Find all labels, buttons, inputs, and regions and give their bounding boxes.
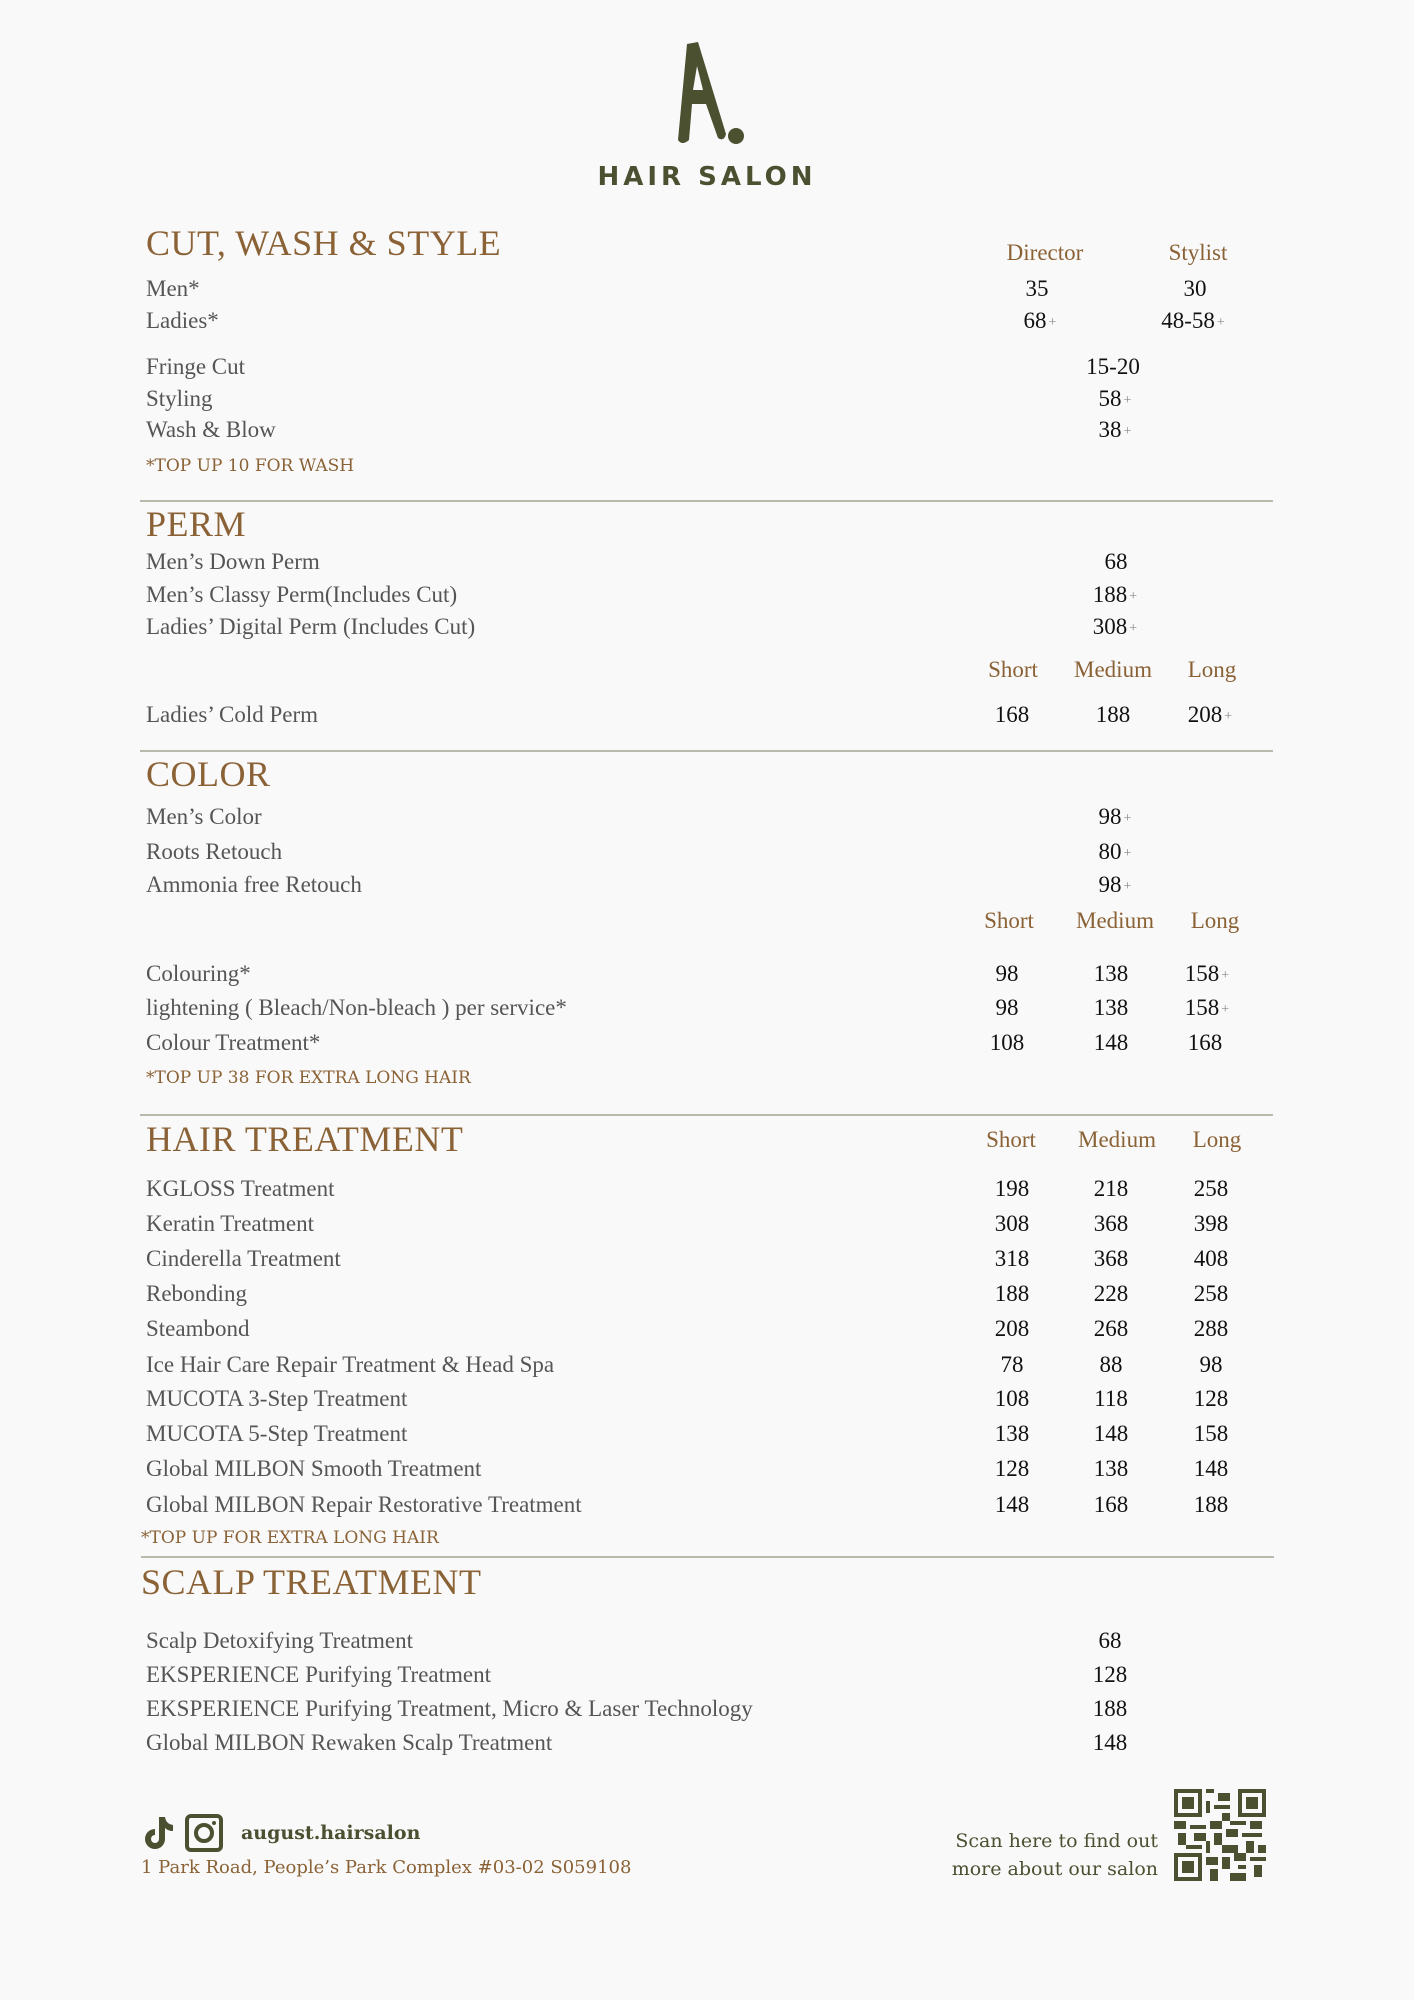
service-label: Ammonia free Retouch — [146, 872, 362, 897]
price-long: 288 — [1193, 1316, 1229, 1341]
service-label: Steambond — [146, 1316, 250, 1341]
price-short: 318 — [994, 1246, 1030, 1271]
price-short: 108 — [989, 1030, 1025, 1055]
price: 188 + — [1092, 582, 1138, 607]
address: 1 Park Road, People’s Park Complex #03-02 S059108 — [141, 1857, 632, 1878]
section-note: *TOP UP FOR EXTRA LONG HAIR — [141, 1528, 439, 1548]
price-short: 308 — [994, 1211, 1030, 1236]
price: 98 + — [1098, 872, 1132, 897]
price-short: 148 — [994, 1492, 1030, 1517]
price-medium: 138 — [1093, 961, 1129, 986]
service-label: Global MILBON Repair Restorative Treatment — [146, 1492, 582, 1517]
section-title-color: COLOR — [146, 754, 271, 794]
price: 38 + — [1098, 417, 1132, 442]
logo — [0, 38, 1414, 192]
price: 98 + — [1098, 804, 1132, 829]
price-medium: 168 — [1093, 1492, 1129, 1517]
service-label: Wash & Blow — [146, 417, 276, 442]
price: 148 — [1092, 1730, 1128, 1755]
section-note: *TOP UP 10 FOR WASH — [146, 456, 355, 476]
price-short: 188 — [994, 1281, 1030, 1306]
service-label: KGLOSS Treatment — [146, 1176, 335, 1201]
service-label: Colour Treatment* — [146, 1030, 321, 1055]
price-medium: 88 — [1099, 1352, 1123, 1377]
price-long: 158 — [1193, 1421, 1229, 1446]
service-label: Roots Retouch — [146, 839, 283, 864]
divider — [140, 1114, 1273, 1116]
price-long: 408 — [1193, 1246, 1229, 1271]
salon-name: HAIR SALON — [597, 162, 817, 192]
col-header-medium: Medium — [1078, 1127, 1156, 1152]
col-header-long: Long — [1192, 1127, 1242, 1152]
col-header-short: Short — [986, 1127, 1036, 1152]
section-note: *TOP UP 38 FOR EXTRA LONG HAIR — [146, 1068, 471, 1088]
col-header-stylist: Stylist — [1168, 240, 1228, 265]
price-medium: 268 — [1093, 1316, 1129, 1341]
social-links — [141, 1814, 420, 1852]
price-medium: 368 — [1093, 1246, 1129, 1271]
service-label: Fringe Cut — [146, 354, 246, 379]
price: 68 — [1098, 1628, 1122, 1653]
col-header-medium: Medium — [1076, 908, 1154, 933]
divider — [140, 750, 1273, 752]
price-long: 148 — [1193, 1456, 1229, 1481]
price-short: 98 — [995, 961, 1019, 986]
price-long: 158 + — [1184, 961, 1230, 986]
col-header-long: Long — [1190, 908, 1240, 933]
service-label: Global MILBON Smooth Treatment — [146, 1456, 482, 1481]
section-title-hair-treatment: HAIR TREATMENT — [146, 1119, 464, 1159]
service-label: Ladies’ Cold Perm — [146, 702, 319, 727]
price-long: 128 — [1193, 1386, 1229, 1411]
social-handle[interactable]: august.hairsalon — [241, 1822, 421, 1844]
price-short: 208 — [994, 1316, 1030, 1341]
col-header-long: Long — [1187, 657, 1237, 682]
price-long: 258 — [1193, 1281, 1229, 1306]
col-header-medium: Medium — [1074, 657, 1152, 682]
price-medium: 148 — [1093, 1030, 1129, 1055]
price-long: 168 — [1187, 1030, 1223, 1055]
service-label: Ladies’ Digital Perm (Includes Cut) — [146, 614, 476, 639]
price: 188 — [1092, 1696, 1128, 1721]
service-label: Ladies* — [146, 308, 219, 333]
qr-code-icon[interactable] — [1174, 1789, 1266, 1881]
scan-caption: Scan here to find out more about our salon — [951, 1830, 1158, 1880]
service-label: Men* — [146, 276, 200, 301]
price-medium: 138 — [1093, 995, 1129, 1020]
price: 308 + — [1092, 614, 1138, 639]
price-medium: 218 — [1093, 1176, 1129, 1201]
price-medium: 188 — [1095, 702, 1131, 727]
service-label: Scalp Detoxifying Treatment — [146, 1628, 414, 1653]
price-long: 208 + — [1187, 702, 1233, 727]
price-long: 398 — [1193, 1211, 1229, 1236]
service-label: Keratin Treatment — [146, 1211, 314, 1236]
service-label: Colouring* — [146, 961, 251, 986]
service-label: MUCOTA 3-Step Treatment — [146, 1386, 408, 1411]
service-label: Global MILBON Rewaken Scalp Treatment — [146, 1730, 553, 1755]
price-medium: 138 — [1093, 1456, 1129, 1481]
service-label: Styling — [146, 386, 213, 411]
service-label: Cinderella Treatment — [146, 1246, 341, 1271]
price-short: 108 — [994, 1386, 1030, 1411]
section-title-cut: CUT, WASH & STYLE — [146, 223, 502, 263]
service-label: Ice Hair Care Repair Treatment & Head Spa — [146, 1352, 555, 1377]
price: 58 + — [1098, 386, 1132, 411]
price-short: 138 — [994, 1421, 1030, 1446]
price: 68 — [1104, 549, 1128, 574]
price-medium: 228 — [1093, 1281, 1129, 1306]
col-header-short: Short — [984, 908, 1034, 933]
divider — [140, 500, 1273, 502]
price-short: 198 — [994, 1176, 1030, 1201]
price-medium: 148 — [1093, 1421, 1129, 1446]
price-short: 98 — [995, 995, 1019, 1020]
price: 128 — [1092, 1662, 1128, 1687]
service-label: Men’s Color — [146, 804, 262, 829]
service-label: Men’s Down Perm — [146, 549, 320, 574]
section-title-perm: PERM — [146, 504, 247, 544]
price-director: 68 + — [1023, 308, 1057, 333]
price-medium: 118 — [1094, 1386, 1128, 1411]
instagram-icon[interactable] — [185, 1814, 223, 1852]
price-short: 168 — [994, 702, 1030, 727]
service-label: MUCOTA 5-Step Treatment — [146, 1421, 408, 1446]
logo-a-mark-icon — [662, 38, 752, 148]
price-medium: 368 — [1093, 1211, 1129, 1236]
section-title-scalp-treatment: SCALP TREATMENT — [141, 1562, 482, 1602]
col-header-short: Short — [988, 657, 1038, 682]
price-short: 128 — [994, 1456, 1030, 1481]
price-stylist: 48-58 + — [1161, 308, 1225, 333]
col-header-director: Director — [1006, 240, 1084, 265]
price-director: 35 — [1025, 276, 1049, 301]
service-label: Men’s Classy Perm(Includes Cut) — [146, 582, 458, 607]
tiktok-icon[interactable] — [141, 1815, 175, 1851]
service-label: EKSPERIENCE Purifying Treatment — [146, 1662, 492, 1687]
price-stylist: 30 — [1183, 276, 1207, 301]
price: 15-20 — [1086, 354, 1140, 379]
divider — [141, 1556, 1274, 1558]
price-long: 158 + — [1184, 995, 1230, 1020]
service-label: Rebonding — [146, 1281, 247, 1306]
service-label: lightening ( Bleach/Non-bleach ) per service* — [146, 995, 567, 1020]
price: 80 + — [1098, 839, 1132, 864]
price-long: 188 — [1193, 1492, 1229, 1517]
price-long: 98 — [1199, 1352, 1223, 1377]
price-short: 78 — [1000, 1352, 1024, 1377]
price-long: 258 — [1193, 1176, 1229, 1201]
service-label: EKSPERIENCE Purifying Treatment, Micro & Laser Technology — [146, 1696, 753, 1721]
